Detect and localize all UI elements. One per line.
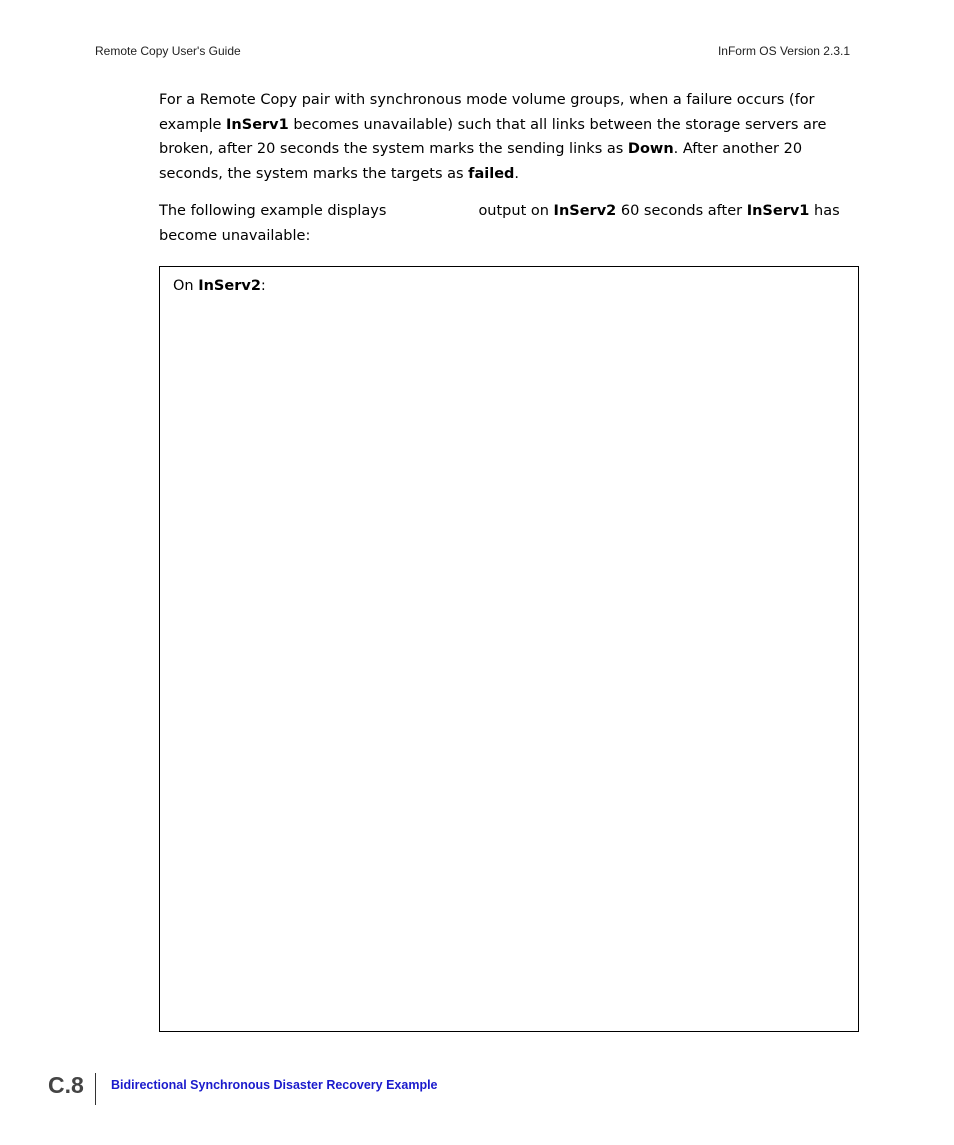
text-run: . After another 20 seconds, the system marks the targets as <box>159 141 803 182</box>
running-header-title: Remote Copy User's Guide <box>95 44 241 58</box>
text-run: output on <box>478 203 554 219</box>
text-run: becomes unavailable) such that all links between the storage servers are broken, after 20 seconds the system marks the sending links as <box>159 116 827 157</box>
example-box-label <box>173 276 266 296</box>
footer-section-title: Bidirectional Synchronous Disaster Recovery Example <box>111 1078 438 1092</box>
text-run: On <box>173 278 199 294</box>
server-name: InServ1 <box>746 203 810 219</box>
running-header-version: InForm OS Version 2.3.1 <box>717 44 850 58</box>
text-run: . <box>514 165 520 182</box>
text-run: : <box>260 278 266 294</box>
text-run: has become unavailable: <box>159 203 840 244</box>
page-number: C.8 <box>48 1072 84 1098</box>
text-run: 60 seconds after <box>616 203 747 219</box>
example-intro-paragraph <box>159 199 859 248</box>
target-state: failed <box>468 165 515 182</box>
failure-description-paragraph <box>159 88 859 186</box>
link-state: Down <box>627 141 674 157</box>
server-name: InServ1 <box>226 116 289 133</box>
server-name: InServ2 <box>553 203 617 219</box>
text-run: For a Remote Copy pair with synchronous mode volume groups, when a failure occurs (for example <box>159 92 815 133</box>
footer-divider <box>95 1073 96 1105</box>
server-name: InServ2 <box>198 278 261 294</box>
example-output-box <box>159 266 859 1032</box>
text-run: The following example displays <box>159 203 387 219</box>
